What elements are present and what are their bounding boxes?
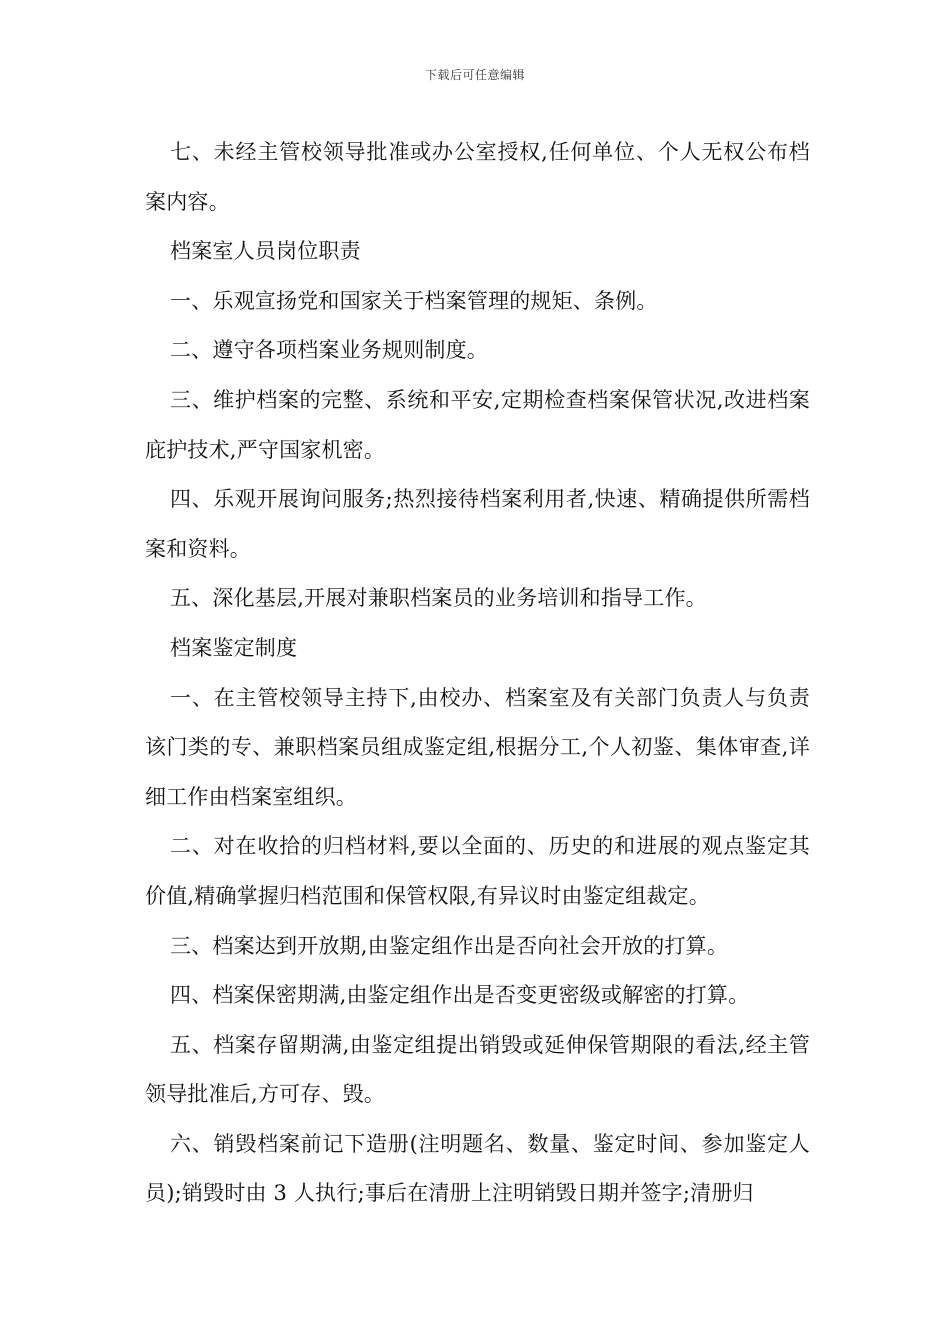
section-heading-appraisal-system: 档案鉴定制度 bbox=[170, 635, 298, 660]
paragraph-duty-4: 四、乐观开展询问服务;热烈接待档案利用者,快速、精确提供所需档案和资料。 bbox=[145, 487, 810, 561]
paragraph-appraisal-1: 一、在主管校领导主持下,由校办、档案室及有关部门负责人与负责该门类的专、兼职档案员组成鉴定组,根据分工,个人初鉴、集体审查,详细工作由档案室组织。 bbox=[145, 685, 810, 809]
paragraph-appraisal-4: 四、档案保密期满,由鉴定组作出是否变更密级或解密的打算。 bbox=[170, 983, 750, 1008]
document-body bbox=[145, 128, 810, 1219]
section-heading-staff-duties: 档案室人员岗位职责 bbox=[170, 239, 361, 264]
paragraph-duty-1: 一、乐观宣扬党和国家关于档案管理的规矩、条例。 bbox=[170, 288, 658, 313]
paragraph-duty-5: 五、深化基层,开展对兼职档案员的业务培训和指导工作。 bbox=[170, 586, 707, 611]
paragraph-appraisal-3: 三、档案达到开放期,由鉴定组作出是否向社会开放的打算。 bbox=[170, 933, 729, 958]
paragraph-article-7: 七、未经主管校领导批准或办公室授权,任何单位、个人无权公布档案内容。 bbox=[145, 140, 810, 214]
paragraph-duty-3: 三、维护档案的完整、系统和平安,定期检查档案保管状况,改进档案庇护技术,严守国家机密。 bbox=[145, 387, 810, 462]
page-header-note: 下载后可任意编辑 bbox=[424, 68, 525, 82]
paragraph-appraisal-5: 五、档案存留期满,由鉴定组提出销毁或延伸保管期限的看法,经主管领导批准后,方可存、毁。 bbox=[145, 1032, 810, 1107]
paragraph-duty-2: 二、遵守各项档案业务规则制度。 bbox=[170, 338, 488, 363]
paragraph-appraisal-2: 二、对在收拾的归档材料,要以全面的、历史的和进展的观点鉴定其价值,精确掌握归档范围和保管权限,有异议时由鉴定组裁定。 bbox=[145, 834, 810, 908]
paragraph-appraisal-6: 六、销毁档案前记下造册(注明题名、数量、鉴定时间、参加鉴定人员);销毁时由 3 人执行;事后在清册上注明销毁日期并签字;清册归 bbox=[145, 1131, 810, 1206]
